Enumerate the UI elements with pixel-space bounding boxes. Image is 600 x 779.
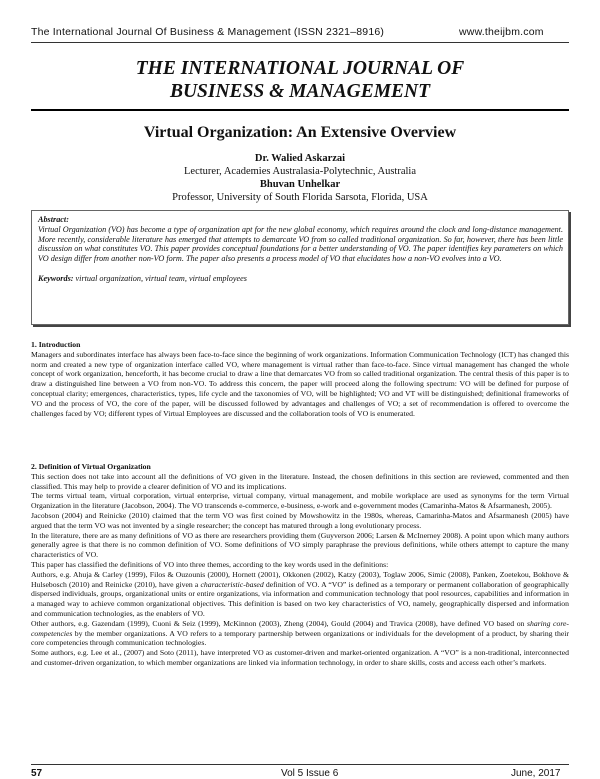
author-affiliation-2: Professor, University of South Florida Sarsota, Florida, USA [172, 192, 428, 203]
author-name-2: Bhuvan Unhelkar [259, 179, 341, 190]
paragraph-theme-core-competencies [31, 619, 569, 648]
paper-title: Virtual Organization: An Extensive Overview [143, 124, 457, 141]
page-number: 57 [31, 768, 43, 779]
journal-title-rule [31, 109, 569, 111]
paragraph: Jacobson (2004) and Reinicke (2010) claimed that the term VO was first coined by Mowshowitz in the 1980s, whereas, Camarinha-Matos and Afsarmanesh (2005) have argued that the term VO was not invented by a single researcher; the concept has matured through a long evolutionary process. [31, 510, 569, 530]
paragraph: The terms virtual team, virtual corporation, virtual enterprise, virtual company, virtual management, and mobile workplace are used as synonyms for the term Virtual Organization in the literature (Jacobson, 2004). The VO transcends e-commerce, e-business, e-work and e-government modes (Camarinha-Matos & Afsarmanesh, 2005). [31, 491, 569, 511]
section-heading-definition: 2. Definition of Virtual Organization [31, 462, 151, 471]
issue-date: June, 2017 [511, 768, 561, 779]
paragraph-theme-characteristic [31, 570, 569, 619]
paragraph-theme-customer-driven: Some authors, e.g. Lee et al., (2007) and Soto (2011), have interpreted VO as customer-driven and market-oriented organization. A “VO” is a non-traditional, interconnected and customer-driven organization, to which member organizations are linked via information technology, in order to share skills, costs and access each other’s markets. [31, 648, 569, 667]
text-run: Authors, e.g. Ahuja & Carley (1999), Filos & Ouzounis (2000), Hornett (2001), Okkonen (2002), Katzy (2003), Toglaw 2006, Simic (2008), Panken, Zoetekou, Bokhove & Hulsebosch (2010) and Reinicke (2010), have given a [31, 569, 569, 589]
author-name-1: Dr. Walied Askarzai [254, 153, 346, 164]
emphasis: characteristic-based [200, 579, 264, 589]
section-introduction [31, 340, 569, 418]
text-run: Other authors, e.g. Gazendam (1999), Cuoni & Seiz (1999), McKinnon (2003), Zheng (2004), Gould (2004) and Travica (2008), have defined VO based on [31, 618, 527, 628]
journal-title-line2: BUSINESS & MANAGEMENT [169, 81, 431, 102]
text-run: by the member organizations. A VO refers to a temporary partnership between organizations or individuals for the development of a product, by sharing their core competencies through communication technologies. [31, 628, 569, 648]
abstract-content [38, 215, 563, 284]
volume-issue: Vol 5 Issue 6 [281, 768, 339, 779]
running-header-website: www.theijbm.com [459, 26, 544, 38]
paragraph: This section does not take into account all the definitions of VO given in the literature. Instead, the chosen definitions in this section are reviewed, commented and then classified. This may help to provide a clearer definition of VO and its implications. [31, 471, 569, 491]
keywords-label: Keywords: [38, 273, 74, 283]
paragraph: In the literature, there are as many definitions of VO as there are researchers providing them (Guyverson 2006; Larsen & McInerney 2008). A point upon which many authors generally agree is that there is no common definition of VO. Some definitions of VO simply paraphrase the previous definitions, while others attempt to capture the many characteristics of VO. [31, 530, 569, 560]
paragraph: This paper has classified the definitions of VO into three themes, according to the key words used in the definitions: [31, 559, 389, 569]
journal-title-line1: THE INTERNATIONAL JOURNAL OF [135, 58, 465, 79]
abstract-heading: Abstract: [38, 215, 69, 224]
keywords-line [38, 274, 563, 284]
footer-rule [31, 764, 569, 765]
author-affiliation-1: Lecturer, Academies Australasia-Polytechnic, Australia [184, 166, 416, 177]
abstract-text: Virtual Organization (VO) has become a type of organization apt for the new global economy, which requires around the clock and long-distance management. More recently, considerable literature has emerged that attempts to demarcate VO from so called traditional organization. So far, however, there has been little discussion on what constitutes VO. This paper provides conceptual foundations for a better understanding of VO. The paper identifies key parameters on which VO design differ from another non-VO form. The paper also presents a process model of VO that elucidates how a non-VO evolves into a VO. [38, 224, 563, 264]
text-run: definition of VO. A “VO” is defined as a temporary or permanent collaboration of geographically dispersed individuals, groups, organizational units or entire organizations, via information and communication technology that pool resources, capabilities and information in a managed way to achieve common organizational objectives. This definition is based on two key characteristics of VO, namely, geographically dispersed and information and communication technologies, as the enablers of VO. [31, 579, 569, 618]
section-definition [31, 462, 569, 668]
paragraph: Managers and subordinates interface has always been face-to-face since the beginning of work organizations. Information Communication Technology (ICT) has changed this norm and created a new type of organization interface called VO, where management is virtual rather than face-to-face. Since virtual management has changed the whole concept of work organization, henceforth, it has become crucial to draw a line that demarcates VO from so called traditional organization. The central thesis of this paper is to draw a distinguished line between a VO from non-VO. To address this concern, the paper will proceed along the following spectrum: VO will be defined for purpose of conceptual clarity; emergences, characteristics, types, life cycle and the taxonomies of VO, will be highlighted; VO and VT will be distinguished; definitional frameworks of VO and the process of VO, the core of the paper, will be discussed followed by advantages and challenges of VO; a set of recommendation is offered to overcome the challenges faced by VO; different types of Virtual Employees are discussed and the collaboration tools of VO is enumerated. [31, 349, 569, 418]
keywords-text: virtual organization, virtual team, virtual employees [75, 273, 247, 283]
emphasis: sharing core-competencies [31, 618, 569, 638]
section-heading-introduction: 1. Introduction [31, 340, 81, 349]
running-header-journal: The International Journal Of Business & Management (ISSN 2321–8916) [31, 26, 385, 38]
header-rule [31, 42, 569, 43]
